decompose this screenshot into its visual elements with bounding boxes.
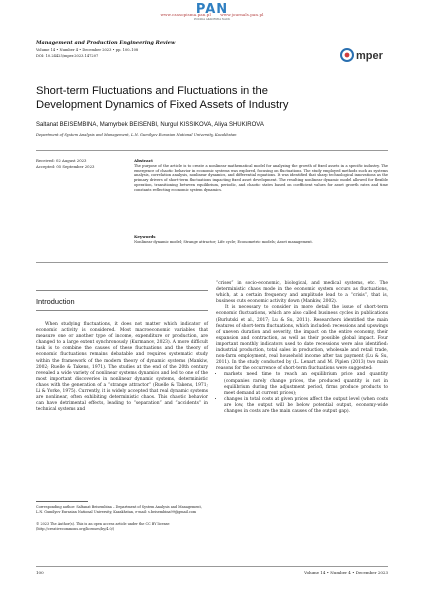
pan-logo: PAN — [195, 2, 229, 17]
article-authors: Saltanat BEISEMBINA, Mamyrbek BEISENBI, Nurgul KISSIKOVA, Aliya SHUKIROVA — [36, 122, 264, 128]
intro-paragraph-2: “crises” in socio-economic, biological, and medical systems, etc. The deterministic chaos mode in the economic system occurs as fluctuations, which, at a certain frequency and amplitude lead to a “crisis”, that is, business cuts economic activity down (Mankiw, 2002). — [216, 281, 388, 305]
intro-heading: Introduction — [36, 297, 75, 306]
intro-paragraph-1: When studying fluctuations, it does not matter which indicator of economic activity is considered. Most macroeconomic variables that measure one or another type of income, expenditure or production, are changed to a large extent synchronously (Kurmanov, 2023). A more difficult task is to combine the causes of these fluctuations and the theory of economic fluctuations remains debatable and requires systematic study within the framework of the modern theory of dynamic systems (Mankiw, 2002; Ruelle & Takens, 1971). The studies at the end of the 20th century revealed a wide variety of nonlinear systems dynamics and led to one of the most important discoveries in nonlinear dynamic systems, deterministic chaos with the generation of a “strange attractor” (Ruelle & Takens, 1971; Li & Yorke, 1975). Currently, it is widely accepted that real dynamic systems are nonlinear, often exhibiting deterministic chaos. This chaotic behavior can have detrimental effects, leading to “separation” and “accidents” in technical systems and — [36, 322, 208, 413]
doi-line: DOI: 10.24425/mper.2023.147207 — [36, 53, 99, 58]
intro-rule-top — [36, 290, 208, 291]
mper-logo-text: mper — [356, 50, 383, 62]
keywords-heading: Keywords — [134, 234, 156, 239]
article-title: Short-term Fluctuations and Fluctuations in the Development Dynamics of Fixed Assets of Industry — [36, 85, 289, 111]
journal-name: Management and Production Engineering Review — [36, 40, 176, 46]
accepted-date: Accepted: 05 September 2023 — [36, 164, 95, 169]
corresponding-author-note: Corresponding author: Saltanat Beisembina – Department of System Analysis and Management, L.N. Gumilyov Eurasian National University, Kazakhstan, e-mail: s.beisembina99@gmail.com — [36, 505, 202, 514]
abstract-text: The purpose of the article is to create a nonlinear mathematical model for analyzing the growth of fixed assets in a specific industry. The emergence of chaotic behavior in economic systems was explored, focusing on fluctuations. The study employed methods such as systems analysis, correlation analysis, nonlinear dynamics, and differential equations. It was identified that sharp technological innovations as the primary drivers of short-term fluctuations impacting fixed asset development. The resulting nonlinear dynamic model allowed for flexible operation, transitioning between equilibrium, periodic, and chaotic states based on coefficient values for asset growth rates and time constants reflecting economic system dynamics. — [134, 164, 388, 192]
abstract-heading: Abstract — [134, 158, 153, 163]
intro-left-column — [36, 322, 208, 413]
reasons-list — [216, 372, 388, 415]
url-journals[interactable]: www.journals.pan.pl — [220, 12, 264, 17]
keywords-text: Nonlinear dynamic model; Strange attractor; Life cycle; Econometric models; Asset management. — [134, 240, 313, 244]
divider-top — [36, 150, 388, 151]
url-czasopisma[interactable]: www.czasopisma.pan.pl — [160, 12, 211, 17]
pan-logo-subtitle: POLSKA AKADEMIA NAUK — [193, 18, 231, 21]
mper-logo-icon — [340, 44, 388, 66]
divider-bottom — [36, 262, 388, 263]
article-dates — [36, 158, 94, 170]
footer-rule — [36, 566, 388, 567]
footnote-rule — [36, 501, 88, 502]
page-number: 100 — [36, 570, 44, 575]
received-date: Received: 02 August 2023 — [36, 158, 87, 163]
list-item: • markets need time to reach an equilibrium price and quantity (companies rarely change prices, the produced quantity is not in equilibrium during the adjustment period, firms produce products to meet demand at current prices); — [224, 372, 388, 396]
intro-rule-bottom — [36, 310, 208, 311]
intro-paragraph-3: It is necessary to consider in more detail the issue of short-term economic fluctuations, which are also called business cycles in publications (Burlutski et al., 2017; Lu & Su, 2011). Researchers identified the main features of short-term fluctuations, which included: recessions and upswings of uneven duration and severity, the impact on the entire economy, their expansion and contraction, as well as their possible global impact. Four important monthly indicators used to date recessions were also identified: industrial production, total sales in production, wholesale and retail trade, non-farm employment, real household income after tax payment (Lu & Su, 2011). In the study conducted by (L. Lenart and M. Pipien (2013) two main reasons for the occurrence of short-term fluctuations were suggested: — [216, 305, 388, 372]
list-item: • changes in total costs at given prices affect the output level (when costs are low, the output will be below potential output, economy-wide changes in costs are the main causes of the output gap). — [224, 397, 388, 415]
volume-line: Volume 14 • Number 4 • December 2023 • pp. 100–108 — [36, 48, 139, 52]
intro-right-column — [216, 281, 388, 415]
journal-meta — [36, 48, 138, 59]
license-note: © 2023 The Author(s). This is an open access article under the CC BY license (http://creativecommons.org/licenses/by/4.0/) — [36, 522, 170, 531]
article-affiliation: Department of System Analysis and Management, L.N. Gumilyov Eurasian National University, Kazakhstan — [36, 133, 237, 137]
footer-issue: Volume 14 • Number 4 • December 2023 — [304, 570, 388, 575]
